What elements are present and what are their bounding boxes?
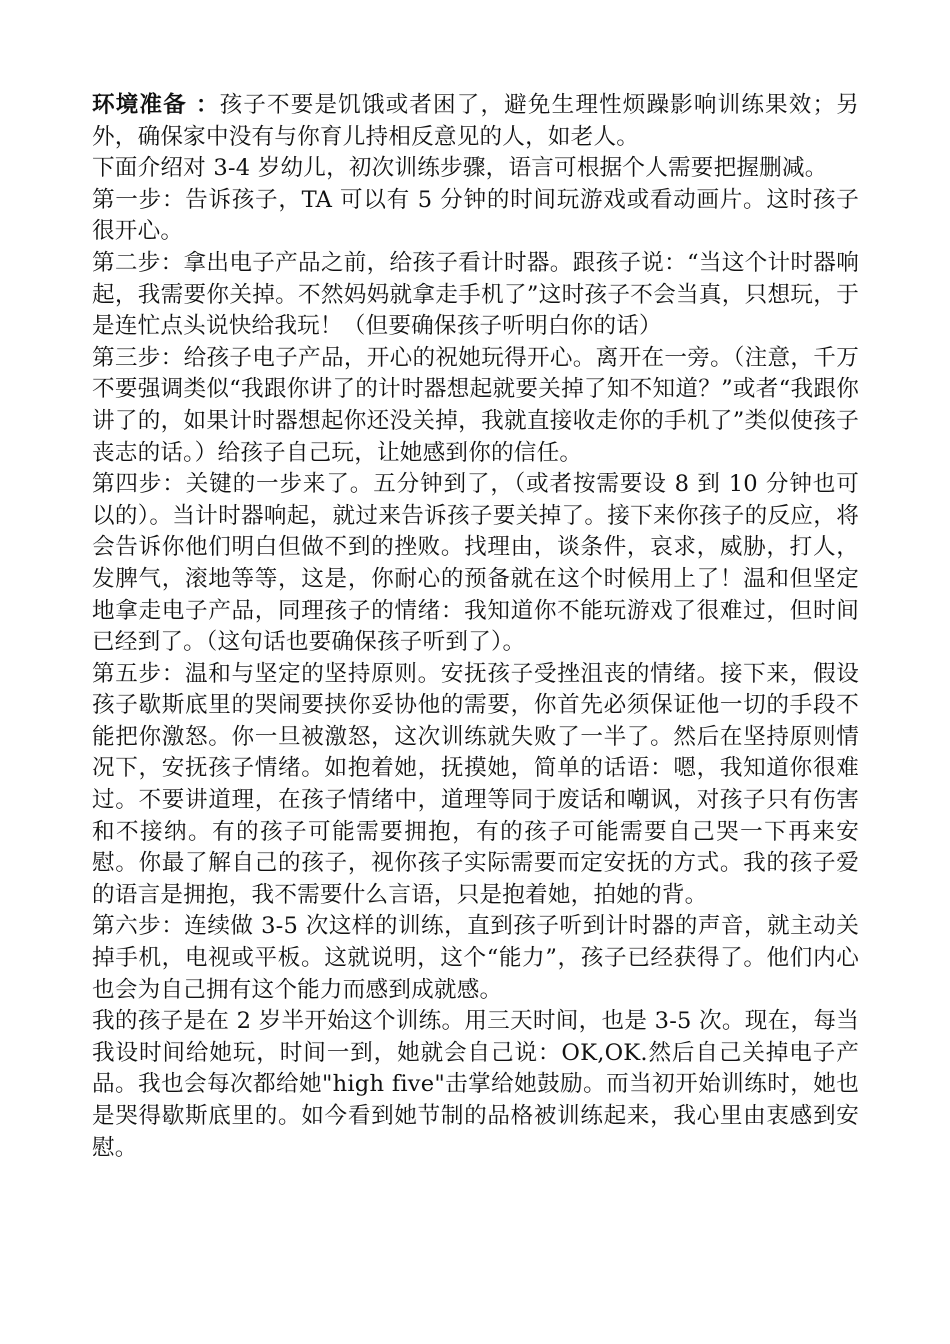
- intro-label: 环境准备 ：: [92, 92, 220, 118]
- document-body: [92, 90, 859, 1164]
- intro-text: 孩子不要是饥饿或者困了，避免生理性烦躁影响训练果效；另外，确保家中没有与你育儿持相反意见的人，如老人。: [92, 92, 859, 150]
- intro-steps-paragraph: 下面介绍对 3-4 岁幼儿，初次训练步骤，语言可根据个人需要把握删减。: [92, 155, 828, 182]
- step-5-paragraph: 第五步：温和与坚定的坚持原则。安抚孩子受挫沮丧的情绪。接下来，假设孩子歇斯底里的哭闹要挟你妥协他的需要，你首先必须保证他一切的手段不能把你激怒。你一旦被激怒，这次训练就失败了一半了。然后在坚持原则情况下，安抚孩子情绪。如抱着她，抚摸她，简单的话语：嗯，我知道你很难过。不要讲道理，在孩子情绪中，道理等同于废话和嘲讽，对孩子只有伤害和不接纳。有的孩子可能需要拥抱，有的孩子可能需要自己哭一下再来安慰。你最了解自己的孩子，视你孩子实际需要而定安抚的方式。我的孩子爱的语言是拥抱，我不需要什么言语，只是抱着她，拍她的背。: [92, 660, 859, 908]
- step-1-paragraph: 第一步：告诉孩子，TA 可以有 5 分钟的时间玩游戏或看动画片。这时孩子很开心。: [92, 186, 859, 245]
- step-2-paragraph: 第二步：拿出电子产品之前，给孩子看计时器。跟孩子说：“当这个计时器响起，我需要你关掉。不然妈妈就拿走手机了”这时孩子不会当真，只想玩，于是连忙点头说快给我玩！（但要确保孩子听明白你的话）: [92, 249, 859, 340]
- step-4-paragraph: 第四步：关键的一步来了。五分钟到了，（或者按需要设 8 到 10 分钟也可以的）。当计时器响起，就过来告诉孩子要关掉了。接下来你孩子的反应，将会告诉你他们明白但做不到的挫败。找理由，谈条件，哀求，威胁，打人，发脾气，滚地等等，这是，你耐心的预备就在这个时候用上了！温和但坚定地拿走电子产品，同理孩子的情绪：我知道你不能玩游戏了很难过，但时间已经到了。（这句话也要确保孩子听到了）。: [92, 471, 859, 656]
- intro-paragraph: [92, 90, 859, 153]
- conclusion-paragraph: 我的孩子是在 2 岁半开始这个训练。用三天时间，也是 3-5 次。现在，每当我设时间给她玩，时间一到，她就会自己说：OK,OK.然后自己关掉电子产品。我也会每次都给她"high five"击掌给她鼓励。而当初开始训练时，她也是哭得歇斯底里的。如今看到她节制的品格被训练起来，我心里由衷感到安慰。: [92, 1008, 859, 1161]
- step-3-paragraph: 第三步：给孩子电子产品，开心的祝她玩得开心。离开在一旁。（注意，千万不要强调类似“我跟你讲了的计时器想起就要关掉了知不知道？”或者“我跟你讲了的，如果计时器想起你还没关掉，我就直接收走你的手机了”类似使孩子丧志的话。）给孩子自己玩，让她感到你的信任。: [92, 344, 859, 466]
- step-6-paragraph: 第六步：连续做 3-5 次这样的训练，直到孩子听到计时器的声音，就主动关掉手机，电视或平板。这就说明，这个“能力”，孩子已经获得了。他们内心也会为自己拥有这个能力而感到成就感。: [92, 913, 859, 1003]
